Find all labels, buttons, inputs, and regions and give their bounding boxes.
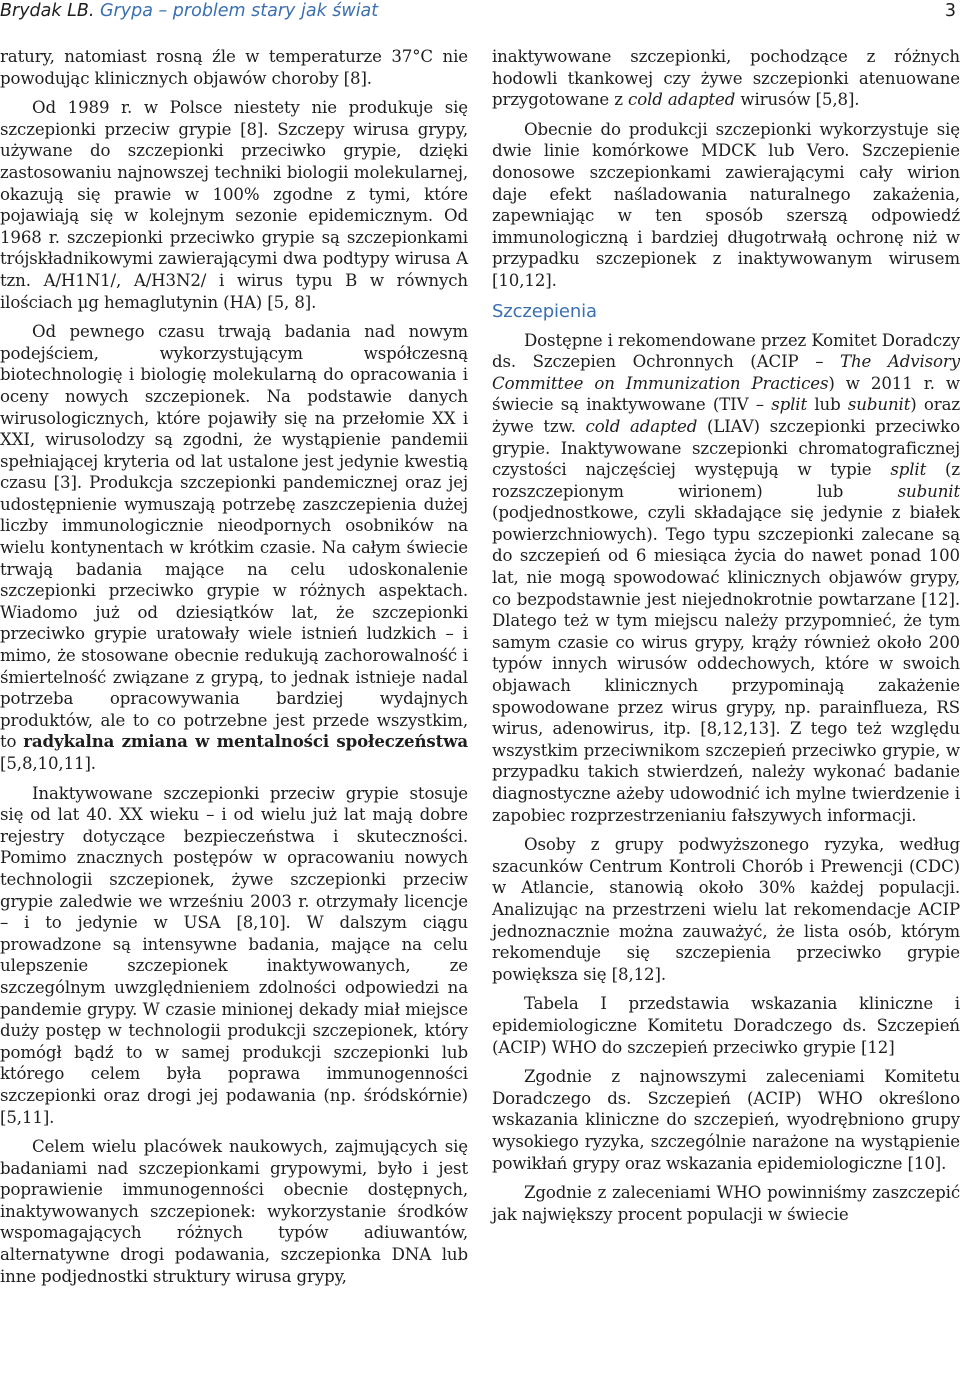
left-column [0, 46, 468, 1295]
paragraph: Zgodnie z zaleceniami WHO powinniśmy zaszczepić jak największy procent populacji w świecie [492, 1183, 960, 1224]
italic-term: The Advisory Committee on Immunization Practices [492, 352, 960, 393]
paragraph [492, 46, 960, 111]
italic-term: subunit [897, 481, 960, 501]
paragraph: Zgodnie z najnowszymi zaleceniami Komitetu Doradczego ds. Szczepień (ACIP) WHO określono wskazania kliniczne do szczepień, wyodrębniono grupy wysokiego ryzyka, szczególnie narażone na wystąpienie powikłań grypy oraz wskazania epidemiologiczne [10]. [492, 1067, 960, 1173]
italic-term: split [771, 395, 808, 415]
paragraph [492, 330, 960, 827]
header-title: Grypa – problem stary jak świat [99, 1, 379, 21]
paragraph-text: wirusów [5,8]. [735, 90, 860, 110]
section-heading: Szczepienia [492, 300, 597, 322]
bold-emphasis: radykalna zmiana w mentalności społeczeństwa [23, 731, 468, 752]
paragraph: Inaktywowane szczepionki przeciw grypie stosuje się od lat 40. XX wieku – i od wielu już lat mają dobre rejestry dotyczące bezpieczeństwa i skuteczności. Pomimo znacznych postępów w opracowaniu nowych technologii szczepionek, żywe szczepionki przeciw grypie zaledwie we wrześniu 2003 r. otrzymały licencje – i to jedynie w USA [8,10]. W dalszym ciągu prowadzone są intensywne badania, mające na celu ulepszenie szczepionek inaktywowanych, ze szczególnym uwzględnieniem zdolności odpowiedzi na pandemie grypy. W czasie minionej dekady miał miejsce duży postęp w technologii produkcji szczepionek, który pomógł bądź to w samej produkcji szczepionki lub którego celem była poprawa immunogenności szczepionki oraz drogi jej podawania (np. śródskórnie) [5,11]. [0, 783, 468, 1127]
italic-term: split [890, 460, 927, 480]
citation: [5,8,10,11]. [0, 754, 96, 773]
italic-term: cold adapted [585, 416, 698, 436]
paragraph-text: (z rozszczepionym wirionem) lub [492, 460, 960, 501]
italic-term: cold adapted [628, 90, 736, 110]
header-author: Brydak LB. [0, 1, 95, 21]
paragraph: Osoby z grupy podwyższonego ryzyka, według szacunków Centrum Kontroli Chorób i Prewencji (CDC) w Atlancie, stanowią około 30% każdej populacji. Analizując na przestrzeni wielu lat rekomendacje ACIP jednoznacznie można zauważyć, że lista osób, którym rekomenduje się szczepienia przeciwko grypie powiększa się [8,12]. [492, 835, 960, 984]
italic-term: subunit [847, 395, 911, 415]
paragraph: Od 1989 r. w Polsce niestety nie produkuje się szczepionki przeciw grypie [8]. Szczepy wirusa grypy, używane do szczepionki przeciwko grypie, dzięki zastosowaniu najnowszej techniki biologii molekularnej, okazują się prawie w 100% zgodne z tymi, które pojawiają się w kolejnym sezonie epidemicznym. Od 1968 r. szczepionki przeciwko grypie są szczepionkami trójskładnikowymi zawierającymi dwa podtypy wirusa A tzn. A/H1N1/, A/H3N2/ i wirus typu B w równych ilościach µg hemaglutynin (HA) [5, 8]. [0, 98, 468, 312]
paragraph-text: (podjednostkowe, czyli składające się jedynie z białek powierzchniowych). Tego typu szczepionki zalecane są do szczepień od 6 miesiąca życia do nawet ponad 100 lat, nie mogą spowodować klinicznych objawów grypy, co bezpodstawnie jest niejednokrotnie powtarzane [12]. Dlatego też w tym miejscu należy przypomnieć, że tym samym czasie co wirus grypy, krąży również około 200 typów innych wirusów oddechowych, które w swoich objawach klinicznych przypominają zakażenie spowodowane przez wirus grypy, np. parainflueza, RS wirus, adenowirus, itp. [8,12,13]. Z tego też względu wszystkim przeciwnikom szczepień przeciwko grypie, w przypadku takich stwierdzeń, należy wykonać badanie diagnostyczne ażeby udowodnić ich mylne twierdzenie i zapobiec rozprzestrzenianiu fałszywych informacji. [492, 503, 960, 825]
right-column [492, 46, 960, 1233]
paragraph-text: Dostępne i rekomendowane przez Komitet Doradczy ds. Szczepien Ochronnych (ACIP – [492, 330, 960, 372]
paragraph-text: lub [807, 395, 848, 415]
paragraph: ratury, natomiast rosną źle w temperaturze 37°C nie powodując klinicznych objawów choroby [8]. [0, 47, 468, 88]
running-header [0, 0, 960, 26]
paragraph: Tabela I przedstawia wskazania kliniczne i epidemiologiczne Komitetu Doradczego ds. Szczepień (ACIP) WHO do szczepień przeciwko grypie [12] [492, 994, 960, 1057]
paragraph-text: inaktywowane szczepionki, pochodzące z różnych hodowli tkankowej czy żywe szczepionki atenuowane przygotowane z [492, 47, 960, 110]
paragraph-text: (LIAV) szczepionki przeciwko grypie. Inaktywowane szczepionki chromatograficznej czystości najczęściej występują w typie [492, 416, 960, 480]
paragraph: Obecnie do produkcji szczepionki wykorzystuje się dwie linie komórkowe MDCK lub Vero. Szczepienie donosowe szczepionkami zawierającymi cały wirion daje efekt naśladowania naturalnego zakażenia, zapewniając w ten sposób szerszą odpowiedź immunologiczną i bardziej długotrwałą ochronę niż w przypadku szczepionek z inaktywowanym wirusem [10,12]. [492, 119, 960, 290]
paragraph-text: ) w 2011 r. w świecie są inaktywowane (TIV – [492, 373, 960, 415]
paragraph-text: Od pewnego czasu trwają badania nad nowym podejściem, wykorzystującym współczesną biotechnologię i biologię molekularną do opracowania i oceny nowych szczepionek. Na podstawie danych wirusologicznych, które pojawiły się na przełomie XX i XXI, wirusolodzy są zgodni, że wystąpienie pandemii spełniającej kryteria od lat ustalone jest jedynie kwestią czasu [3]. Produkcja szczepionki pandemicznej oraz jej udostępnienie wymuszają potrzebę zaszczepienia dużej liczby immunologicznie nieodpornych osobników na wielu kontynentach w krótkim czasie. Na całym świecie trwają badania mające na celu udoskonalenie szczepionki przeciwko grypie w różnych aspektach. Wiadomo już od dziesiątków lat, że szczepionki przeciwko grypie uratowały wiele istnień ludzkich – i mimo, że stosowane obecnie redukują zachorowalność i śmiertelność związane z grypą, to jednak istnieje nadal potrzeba opracowywania bardziej wydajnych produktów, ale to co potrzebne jest przede wszystkim, to [0, 322, 468, 752]
paragraph [0, 321, 468, 774]
page-number: 3 [944, 1, 956, 21]
paragraph-text: ) oraz żywe tzw. [492, 395, 960, 436]
paragraph: Celem wielu placówek naukowych, zajmujących się badaniami nad szczepionkami grypowymi, było i jest poprawienie immunogenności obecnie dostępnych, inaktywowanych szczepionek: wykorzystanie środków wspomagających różnych typów adiuwantów, alternatywne drogi podawania, szczepionka DNA lub inne podjednostki struktury wirusa grypy, [0, 1137, 468, 1286]
running-title [0, 0, 378, 22]
